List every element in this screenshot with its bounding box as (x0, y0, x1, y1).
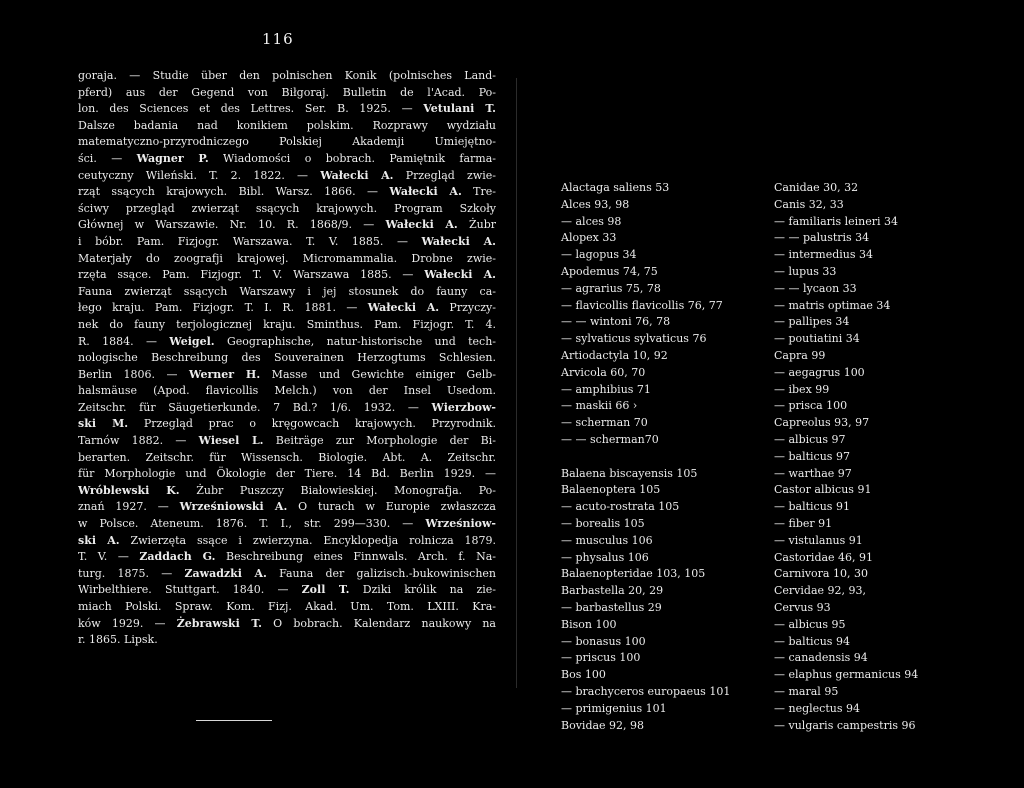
index-entry: — balticus 91 (774, 500, 850, 514)
bibliography-line (78, 533, 496, 550)
index-entry: Balaenopteridae 103, 105 (561, 567, 706, 581)
index-column-left (561, 180, 761, 734)
text-run: nek do fauny terjologicznej kraju. Sminthus. Pam. Fizjogr. T. 4. (78, 317, 496, 331)
bibliography-line (78, 217, 496, 234)
bibliography-line (78, 499, 496, 516)
text-run: Przegląd prac o kręgowcach krajowych. Przyrodnik. (128, 417, 496, 431)
index-entry: Capreolus 93, 97 (774, 416, 870, 430)
text-run: Tre- (461, 185, 496, 199)
index-entry: — barbastellus 29 (561, 600, 662, 614)
text-run: rząt ssących krajowych. Bibl. Warsz. 1866. — (78, 185, 390, 199)
footer-rule (196, 720, 272, 721)
text-run: znań 1927. — (78, 500, 180, 514)
bibliography-line (78, 367, 496, 384)
index-entry: — fiber 91 (774, 516, 833, 530)
bibliography-line (78, 450, 496, 467)
column-divider (516, 78, 517, 688)
index-entry: — maskii 66 › (561, 399, 638, 413)
index-entry: — — palustris 34 (774, 231, 870, 245)
bibliography-line (78, 400, 496, 417)
author-name: Wałecki A. (421, 234, 496, 248)
bibliography-line (78, 251, 496, 268)
text-run: Wiadomości o bobrach. Pamiętnik farma- (208, 151, 496, 165)
text-run: O turach w Europie zwłaszcza (287, 500, 496, 514)
text-run: goraja. — Studie über den polnischen Konik (polnisches Land- (78, 69, 496, 82)
author-name: Wałecki A. (367, 301, 440, 315)
index-entry: Bos 100 (561, 668, 606, 682)
bibliography-line (78, 549, 496, 566)
author-name: Wróblewski K. (78, 483, 180, 497)
text-run: rzęta ssące. Pam. Fizjogr. T. V. Warszawa 1885. — (78, 268, 425, 282)
index-entry: — lagopus 34 (561, 248, 637, 262)
author-name: Zaddach G. (139, 550, 216, 564)
bibliography-line (78, 184, 496, 201)
index-entry: — bonasus 100 (561, 634, 646, 648)
bibliography-line (78, 334, 496, 351)
index-entry: — intermedius 34 (774, 248, 874, 262)
bibliography-line (78, 483, 496, 500)
author-name: Wrześniowski A. (179, 500, 288, 514)
text-run: Żubr Puszczy Białowieskiej. Monografja. Po- (179, 483, 496, 497)
bibliography-line (78, 317, 496, 334)
text-run: r. 1865. Lipsk. (78, 633, 158, 647)
text-run: Fauna der galizisch.-bukowinischen (266, 566, 496, 580)
bibliography-line (78, 566, 496, 583)
index-entry: — aegagrus 100 (774, 365, 865, 379)
index-entry: — musculus 106 (561, 533, 653, 547)
index-entry: — — lycaon 33 (774, 281, 857, 295)
bibliography-line (78, 284, 496, 301)
bibliography-line (78, 383, 496, 400)
index-entry: — amphibius 71 (561, 382, 651, 396)
author-name: Vetulani T. (423, 102, 496, 116)
text-run: Przyczy- (439, 301, 496, 315)
text-run: berarten. Zeitschr. für Wissensch. Biologie. Abt. A. Zeitschr. (78, 450, 496, 464)
bibliography-line (78, 267, 496, 284)
bibliography-line (78, 68, 496, 85)
index-entry: — alces 98 (561, 214, 622, 228)
index-entry: Balaena biscayensis 105 (561, 466, 698, 480)
author-name: ski A. (78, 533, 120, 547)
author-name: Wiesel L. (198, 434, 264, 448)
index-entry: — poutiatini 34 (774, 332, 860, 346)
index-entry: Alopex 33 (561, 231, 617, 245)
text-run: halsmäuse (Apod. flavicollis Melch.) von der Insel Usedom. (78, 384, 496, 398)
index-entry: Canis 32, 33 (774, 197, 844, 211)
text-run: pferd) aus der Gegend von Biłgoraj. Bulletin de l'Acad. Po- (78, 85, 496, 99)
text-run: T. V. — (78, 550, 140, 564)
bibliography-line (78, 85, 496, 102)
index-entry: Cervus 93 (774, 600, 831, 614)
text-run: i bóbr. Pam. Fizjogr. Warszawa. T. V. 1885. — (78, 234, 422, 248)
index-entry: — balticus 94 (774, 634, 850, 648)
index-entry: — vistulanus 91 (774, 533, 863, 547)
index-entry: — scherman 70 (561, 416, 648, 430)
index-entry: — flavicollis flavicollis 76, 77 (561, 298, 723, 312)
text-run: Głównej w Warszawie. Nr. 10. R. 1868/9. — (78, 218, 386, 232)
index-entry: — lupus 33 (774, 264, 837, 278)
text-run: Berlin 1806. — (78, 367, 190, 381)
index-entry: — pallipes 34 (774, 315, 850, 329)
text-run: łego kraju. Pam. Fizjogr. T. I. R. 1881. — (78, 301, 368, 315)
index-entry: Alces 93, 98 (561, 197, 630, 211)
index-entry (561, 449, 761, 466)
text-run: für Morphologie und Ökologie der Tiere. 14 Bd. Berlin 1929. — (78, 467, 496, 481)
text-run: matematyczno-przyrodniczego Polskiej Akademji Umiejętno- (78, 135, 496, 149)
text-run: ków 1929. — (78, 616, 177, 630)
index-entry: — familiaris leineri 34 (774, 214, 898, 228)
author-name: Weigel. (169, 334, 215, 348)
text-run: Beiträge zur Morphologie der Bi- (263, 434, 496, 448)
author-name: Żebrawski T. (176, 616, 262, 630)
page-number: 116 (262, 30, 294, 48)
text-run: Zwierzęta ssące i zwierzyna. Encyklopedja rolnicza 1879. (119, 533, 496, 547)
index-entry: — elaphus germanicus 94 (774, 668, 919, 682)
index-entry: — ibex 99 (774, 382, 830, 396)
text-run: nologische Beschreibung des Souverainen Herzogtums Schlesien. (78, 351, 496, 365)
bibliography-line (78, 516, 496, 533)
bibliography-line (78, 101, 496, 118)
index-entry: — primigenius 101 (561, 701, 667, 715)
bibliography-line (78, 234, 496, 251)
index-entry: — albicus 97 (774, 432, 846, 446)
index-entry: Bovidae 92, 98 (561, 718, 645, 732)
index-entry: — sylvaticus sylvaticus 76 (561, 332, 707, 346)
index-entry: — vulgaris campestris 96 (774, 718, 916, 732)
bibliography-line (78, 201, 496, 218)
index-entry: — — scherman70 (561, 432, 659, 446)
text-run: Przegląd zwie- (393, 168, 496, 182)
bibliography-line (78, 466, 496, 483)
index-entry: Artiodactyla 10, 92 (561, 348, 668, 362)
index-column-right (774, 180, 974, 734)
index-entry: — priscus 100 (561, 651, 641, 665)
index-entry: — canadensis 94 (774, 651, 868, 665)
text-run: w Polsce. Ateneum. 1876. T. I., str. 299—330. — (78, 517, 426, 531)
text-run: miach Polski. Spraw. Kom. Fizj. Akad. Um. Tom. LXIII. Kra- (78, 600, 496, 613)
text-run: lon. des Sciences et des Lettres. Ser. B. 1925. — (78, 102, 424, 116)
author-name: Wałecki A. (320, 168, 394, 182)
text-run: Fauna zwierząt ssących Warszawy i jej stosunek do fauny ca- (78, 284, 496, 298)
bibliography-line (78, 118, 496, 135)
author-name: Zawadzki A. (184, 566, 267, 580)
index-entry: Castoridae 46, 91 (774, 550, 874, 564)
bibliography-line (78, 350, 496, 367)
text-run: Żubr (457, 218, 496, 232)
author-name: Werner H. (189, 367, 261, 381)
text-run: Beschreibung eines Finnwals. Arch. f. Na- (215, 550, 496, 564)
index-entry: — maral 95 (774, 684, 839, 698)
index-entry: Carnivora 10, 30 (774, 567, 868, 581)
text-run: O bobrach. Kalendarz naukowy na (261, 616, 496, 630)
author-name: Zoll T. (301, 583, 350, 597)
index-entry: — prisca 100 (774, 399, 848, 413)
author-name: Wrześniow- (425, 517, 496, 531)
index-entry: Apodemus 74, 75 (561, 264, 658, 278)
text-run: Dalsze badania nad konikiem polskim. Rozprawy wydziału (78, 118, 496, 132)
index-entry: — physalus 106 (561, 550, 649, 564)
index-entry: Capra 99 (774, 348, 826, 362)
bibliography-line (78, 168, 496, 185)
text-run: R. 1884. — (78, 334, 170, 348)
index-entry: — neglectus 94 (774, 701, 860, 715)
text-run: ściwy przegląd zwierząt ssących krajowych. Program Szkoły (78, 201, 496, 215)
index-entry: — brachyceros europaeus 101 (561, 684, 731, 698)
bibliography-line (78, 151, 496, 168)
bibliography-line (78, 134, 496, 151)
index-entry: — albicus 95 (774, 617, 846, 631)
index-entry: — warthae 97 (774, 466, 852, 480)
text-run: Wirbelthiere. Stuttgart. 1840. — (78, 583, 302, 597)
text-run: Dziki królik na zie- (349, 583, 496, 597)
author-name: ski M. (78, 417, 129, 431)
index-entry: Cervidae 92, 93, (774, 584, 867, 598)
bibliography-line (78, 300, 496, 317)
index-entry: Balaenoptera 105 (561, 483, 661, 497)
bibliography-line (78, 582, 496, 599)
text-run: Zeitschr. für Säugetierkunde. 7 Bd.? 1/6. 1932. — (78, 400, 432, 414)
index-entry: Castor albicus 91 (774, 483, 872, 497)
bibliography-text (78, 68, 496, 649)
text-run: turg. 1875. — (78, 566, 185, 580)
index-entry: Barbastella 20, 29 (561, 584, 664, 598)
author-name: Wierzbow- (431, 400, 496, 414)
bibliography-line (78, 632, 496, 649)
text-run: Tarnów 1882. — (78, 434, 199, 448)
bibliography-line (78, 416, 496, 433)
text-run: ści. — (78, 151, 137, 165)
index-entry: Canidae 30, 32 (774, 181, 859, 194)
text-run: ceutyczny Wileński. T. 2. 1822. — (78, 168, 321, 182)
index-entry: — acuto-rostrata 105 (561, 500, 680, 514)
author-name: Wałecki A. (385, 218, 458, 232)
bibliography-line (78, 599, 496, 616)
author-name: Wałecki A. (424, 268, 496, 282)
index-entry: Arvicola 60, 70 (561, 365, 646, 379)
index-entry: Alactaga saliens 53 (561, 181, 670, 194)
index-entry: — matris optimae 34 (774, 298, 891, 312)
bibliography-line (78, 433, 496, 450)
index-entry: — agrarius 75, 78 (561, 281, 661, 295)
text-run: Masse und Gewichte einiger Gelb- (260, 367, 496, 381)
index-entry: — — wintoni 76, 78 (561, 315, 671, 329)
index-entry: — balticus 97 (774, 449, 850, 463)
author-name: Wagner P. (136, 151, 209, 165)
index-entry: — borealis 105 (561, 516, 645, 530)
author-name: Wałecki A. (389, 185, 462, 199)
index-entry: Bison 100 (561, 617, 617, 631)
text-run: Geographische, natur-historische und tech- (214, 334, 496, 348)
text-run: Materjały do zoografji krajowej. Micromammalia. Drobne zwie- (78, 251, 496, 265)
bibliography-line (78, 616, 496, 633)
